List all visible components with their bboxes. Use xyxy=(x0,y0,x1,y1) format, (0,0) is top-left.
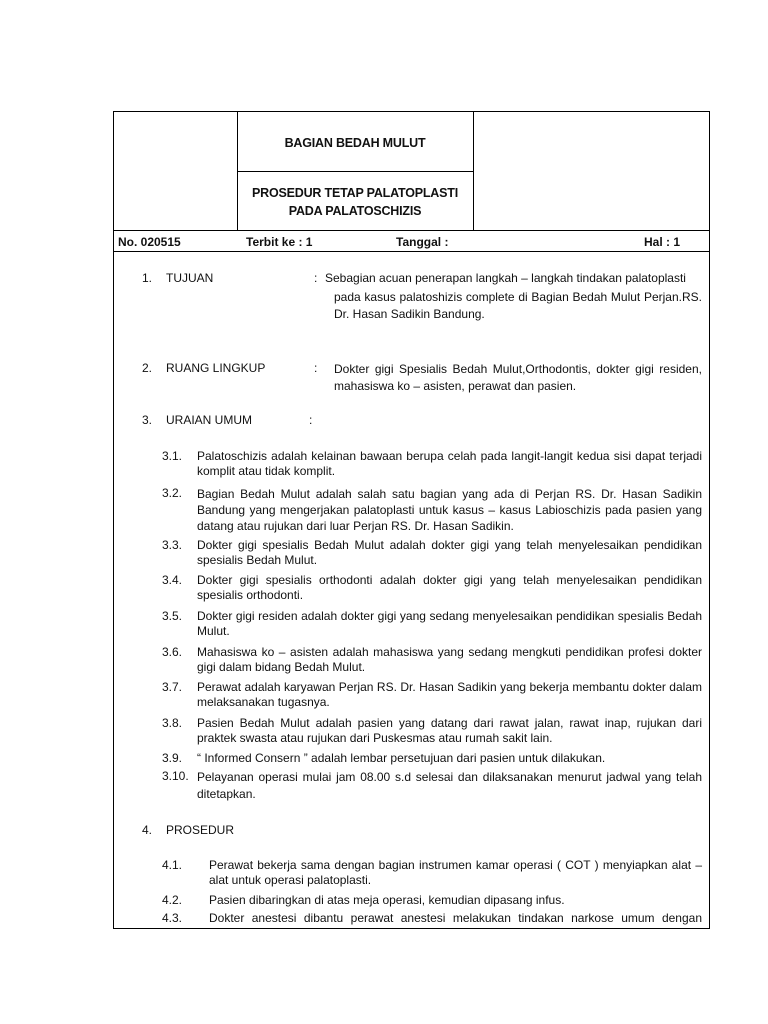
terbit-ke: Terbit ke : 1 xyxy=(246,235,313,249)
item-number: 4.2. xyxy=(162,893,183,907)
item-text: Mahasiswa ko – asisten adalah mahasiswa yang sedang mengkuti pendidikan profesi dokter gigi dalam bidang Bedah Mulut. xyxy=(197,645,702,674)
tujuan-text-rest: pada kasus palatoshizis complete di Bagian Bedah Mulut Perjan.RS. Dr. Hasan Sadikin Bandung. xyxy=(334,290,702,321)
item-text: Palatoschizis adalah kelainan bawaan berupa celah pada langit-langit kedua sisi dapat terjadi komplit atau tidak komplit. xyxy=(197,449,702,478)
section-colon: : xyxy=(309,413,313,427)
item-text: Pasien Bedah Mulut adalah pasien yang datang dari rawat jalan, rawat inap, rujukan dari praktek swasta atau rujukan dari Puskesmas atau rumah sakit lain. xyxy=(197,716,702,745)
header-bagian-title: BAGIAN BEDAH MULUT xyxy=(284,136,426,150)
item-number: 3.3. xyxy=(162,538,183,552)
header-middle-line xyxy=(237,171,473,172)
tujuan-text-line1: Sebagian acuan penerapan langkah – langkah tindakan palatoplasti xyxy=(325,271,686,285)
section-colon: : xyxy=(314,271,318,285)
item-text: Dokter gigi spesialis Bedah Mulut adalah dokter gigi yang telah menyelesaikan pendidikan spesialis Bedah Mulut. xyxy=(197,538,702,567)
section-title: RUANG LINGKUP xyxy=(166,361,266,375)
tanggal: Tanggal : xyxy=(396,235,449,249)
section-title: URAIAN UMUM xyxy=(166,413,252,427)
item-text: Dokter gigi residen adalah dokter gigi yang sedang menyelesaikan pendidikan spesialis Bedah Mulut. xyxy=(197,609,702,638)
item-number: 3.4. xyxy=(162,573,183,587)
item-number: 3.9. xyxy=(162,751,183,765)
halaman: Hal : 1 xyxy=(644,235,681,249)
item-number: 4.3. xyxy=(162,911,183,925)
infobar-bottom-line xyxy=(113,251,710,252)
section-number: 1. xyxy=(142,271,153,285)
section-number: 2. xyxy=(142,361,153,375)
item-number: 3.5. xyxy=(162,609,183,623)
item-text: “ Informed Consern ” adalah lembar persetujuan dari pasien untuk dilakukan. xyxy=(197,751,606,765)
item-text: Perawat adalah karyawan Perjan RS. Dr. Hasan Sadikin yang bekerja membantu dokter dalam melaksanakan tugasnya. xyxy=(197,680,702,709)
section-number: 3. xyxy=(142,413,153,427)
item-text: Bagian Bedah Mulut adalah salah satu bagian yang ada di Perjan RS. Dr. Hasan Sadikin Bandung yang mengerjakan palatoplasti untuk kasus – kasus Labioschizis pada pasien yang datang atau rujukan dari luar Perjan RS. Dr. Hasan Sadikin. xyxy=(197,487,702,533)
item-number: 3.1. xyxy=(162,449,183,463)
ruang-lingkup-text: Dokter gigi Spesialis Bedah Mulut,Orthodontis, dokter gigi residen, mahasiswa ko – asisten, perawat dan pasien. xyxy=(334,362,702,393)
header-divider-right xyxy=(473,111,474,231)
item-text: Pasien dibaringkan di atas meja operasi, kemudian dipasang infus. xyxy=(209,893,565,907)
section-number: 4. xyxy=(142,823,153,837)
item-number: 3.6. xyxy=(162,645,183,659)
section-title: PROSEDUR xyxy=(166,823,235,837)
section-title: TUJUAN xyxy=(166,271,214,285)
header-prosedur-title-line2: PADA PALATOSCHIZIS xyxy=(288,204,422,218)
header-bottom-line xyxy=(113,230,710,231)
item-text: Dokter gigi spesialis orthodonti adalah dokter gigi yang telah menyelesaikan pendidikan spesialis orthodonti. xyxy=(197,573,702,602)
section-colon: : xyxy=(314,361,318,375)
document-number: No. 020515 xyxy=(118,235,181,249)
item-number: 3.2. xyxy=(162,486,183,500)
header-prosedur-title-line1: PROSEDUR TETAP PALATOPLASTI xyxy=(252,186,458,200)
item-number: 3.10. xyxy=(162,769,189,783)
item-number: 3.8. xyxy=(162,716,183,730)
item-text: Dokter anestesi dibantu perawat anestesi melakukan tindakan narkose umum dengan xyxy=(209,911,702,925)
item-number: 4.1. xyxy=(162,858,183,872)
item-text: Perawat bekerja sama dengan bagian instrumen kamar operasi ( COT ) menyiapkan alat – alat untuk operasi palatoplasti. xyxy=(209,858,702,887)
item-text: Pelayanan operasi mulai jam 08.00 s.d selesai dan dilaksanakan menurut jadwal yang telah ditetapkan. xyxy=(197,770,702,801)
item-number: 3.7. xyxy=(162,680,183,694)
